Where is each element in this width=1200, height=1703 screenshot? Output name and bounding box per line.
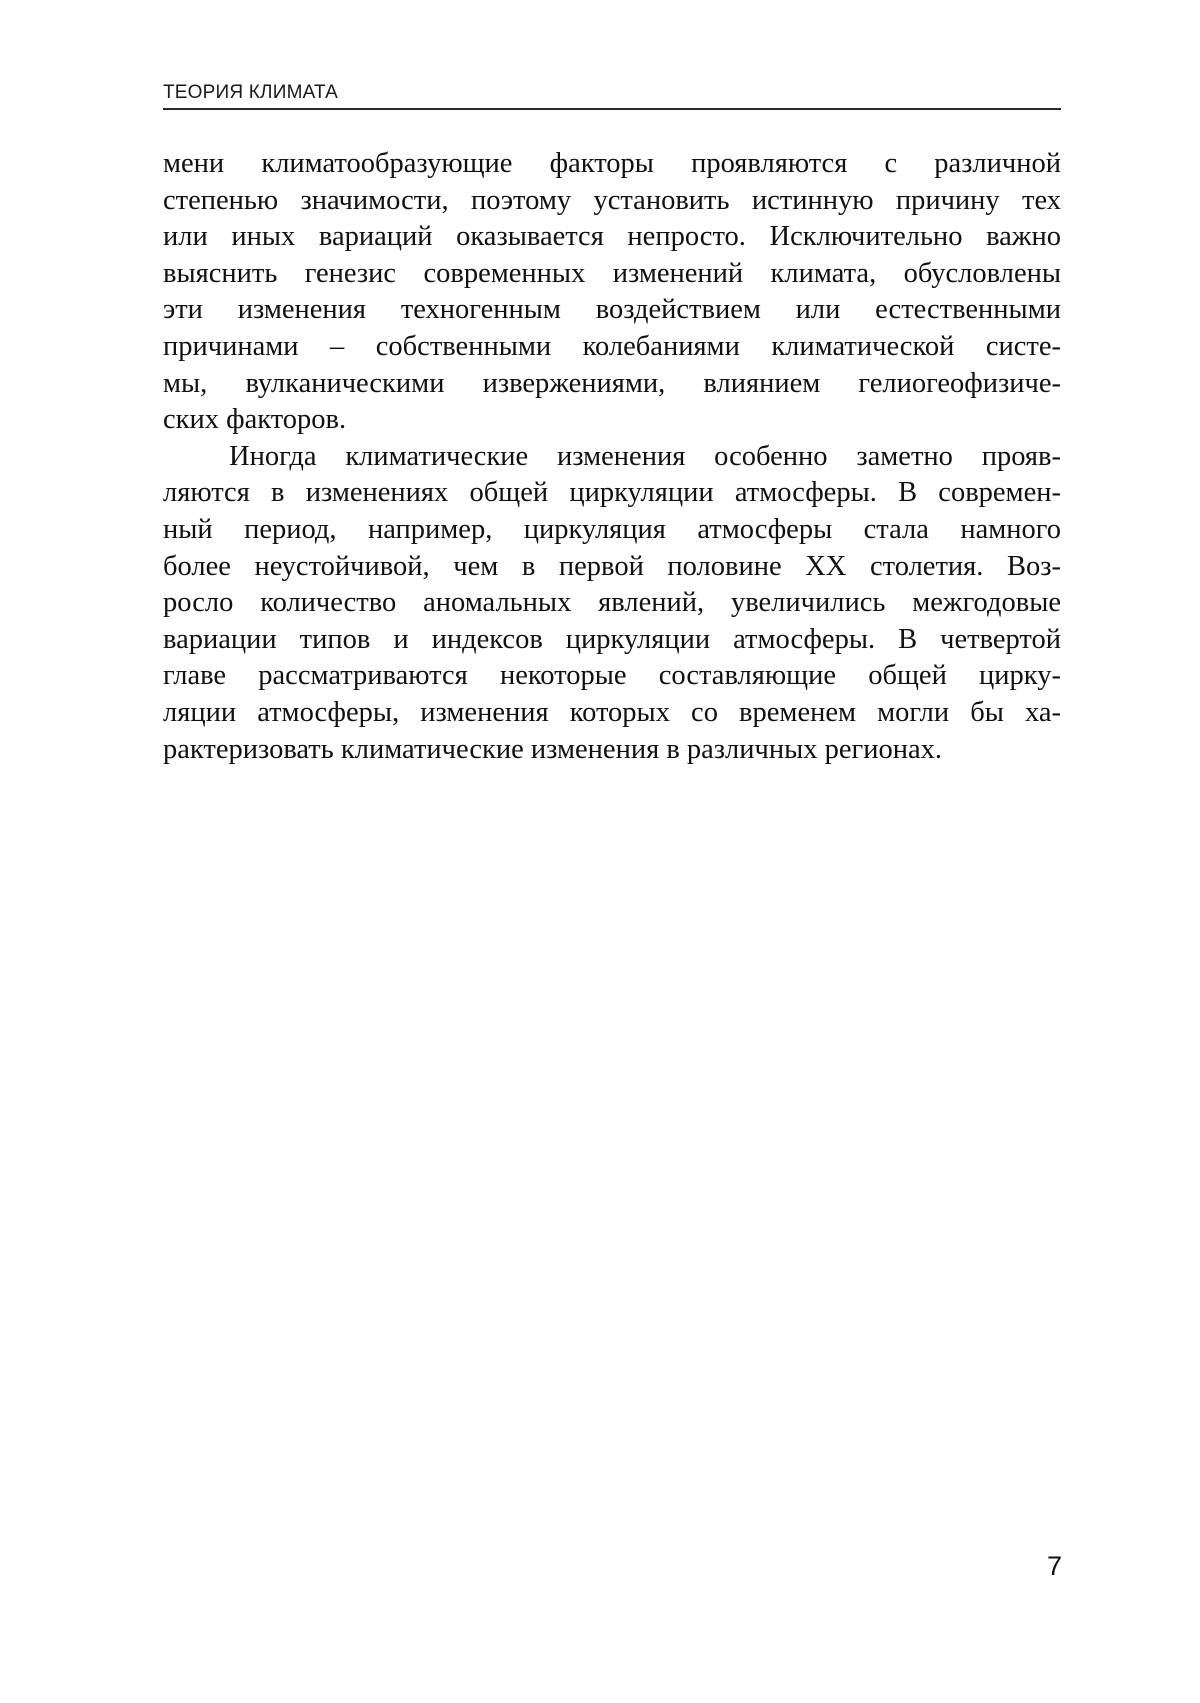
text-line: росло количество аномальных явлений, увеличились межгодовые	[163, 587, 1061, 619]
text-line: причинами – собственными колебаниями климатической систе-	[163, 330, 1061, 362]
text-line: рактеризовать климатические изменения в различных регионах.	[163, 733, 943, 765]
text-line: мени климатообразующие факторы проявляются с различной	[163, 148, 1061, 179]
text-line: или иных вариаций оказывается непросто. Исключительно важно	[163, 221, 1061, 253]
running-header: ТЕОРИЯ КЛИМАТА	[163, 82, 339, 103]
text-line: ляются в изменениях общей циркуляции атмосферы. В современ-	[163, 477, 1061, 509]
text-line: более неустойчивой, чем в первой половине XX столетия. Воз-	[163, 550, 1061, 582]
paragraph-1	[163, 146, 1061, 439]
text-line: главе рассматриваются некоторые составляющие общей цирку-	[163, 660, 1061, 692]
page-number: 7	[1046, 1551, 1062, 1581]
text-line: мы, вулканическими извержениями, влиянием гелиогеофизиче-	[163, 367, 1061, 399]
text-line: ный период, например, циркуляция атмосферы стала намного	[163, 513, 1061, 545]
body-text	[163, 146, 1061, 768]
text-line: ских факторов.	[163, 404, 347, 436]
paragraph-2	[163, 439, 1061, 768]
text-line: эти изменения техногенным воздействием или естественными	[163, 294, 1061, 326]
text-line: Иногда климатические изменения особенно заметно прояв-	[229, 440, 1061, 472]
text-line: степенью значимости, поэтому установить истинную причину тех	[163, 184, 1061, 216]
text-line: вариации типов и индексов циркуляции атмосферы. В четвертой	[163, 623, 1061, 655]
text-line: выяснить генезис современных изменений климата, обусловлены	[163, 257, 1061, 289]
header-rule	[163, 108, 1061, 110]
text-line: ляции атмосферы, изменения которых со временем могли бы ха-	[163, 696, 1061, 728]
